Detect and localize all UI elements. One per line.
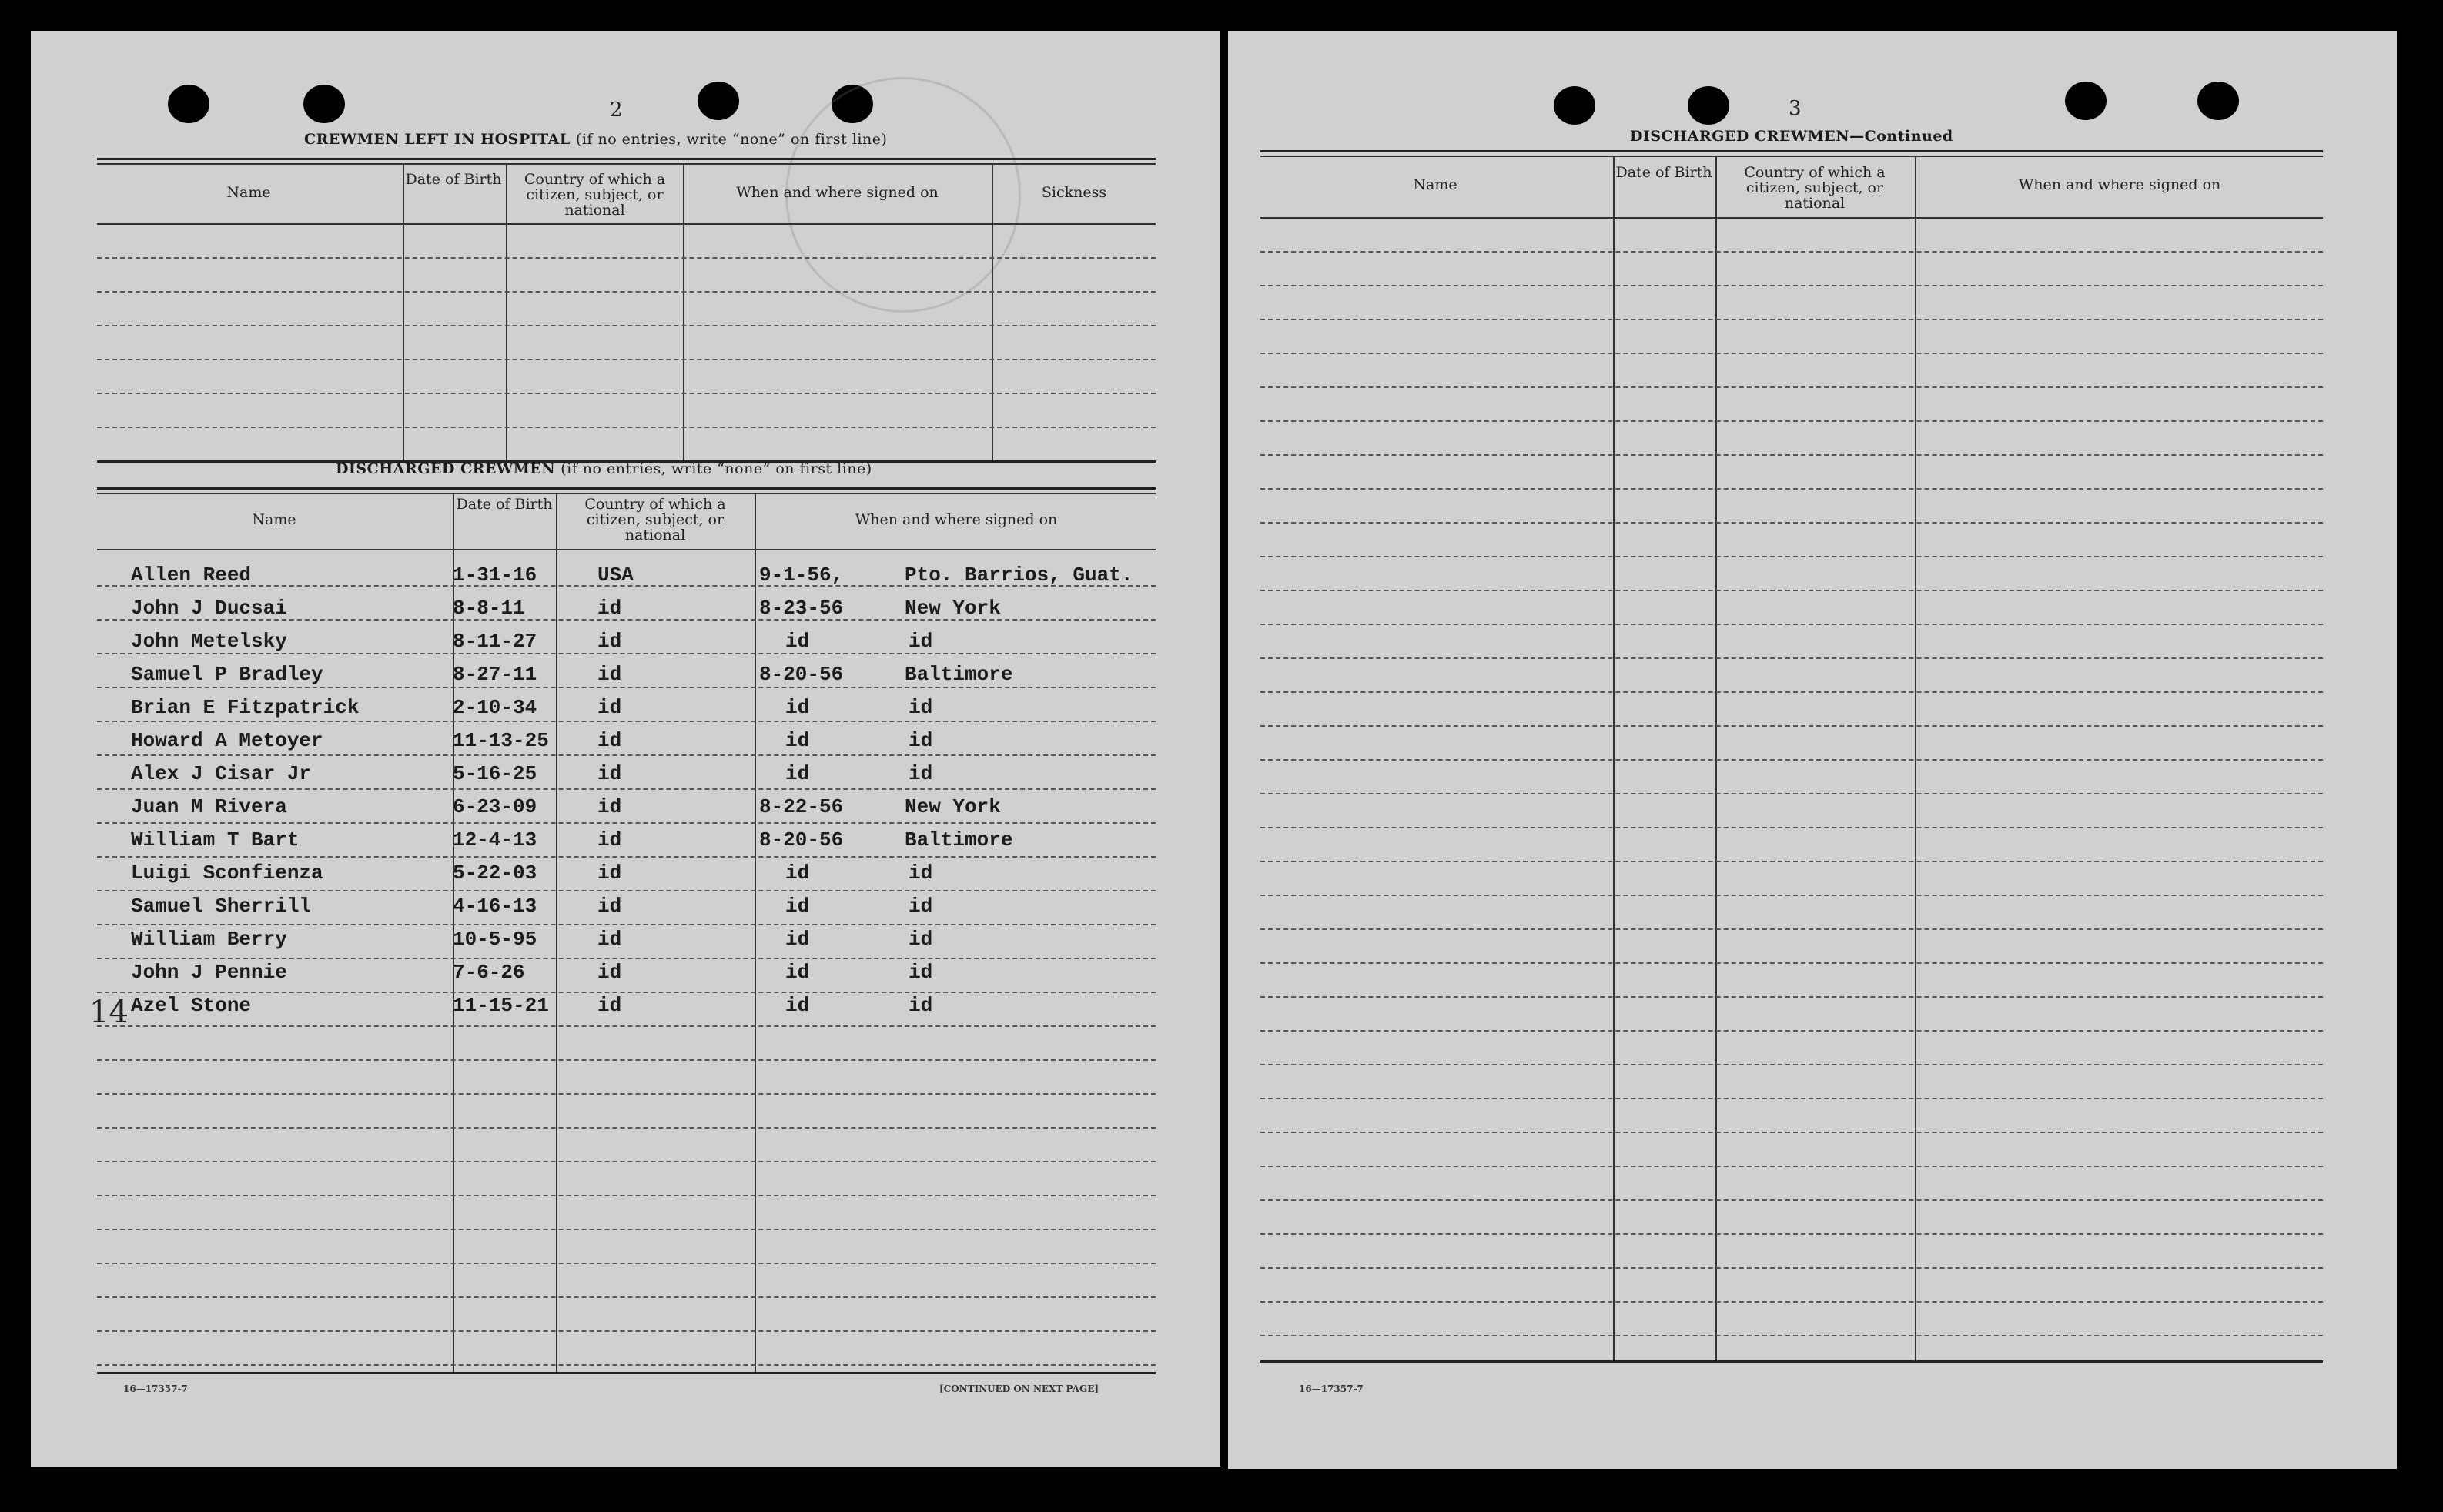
handwritten-tally: 14 bbox=[89, 995, 129, 1030]
hospital-title-note: (if no entries, write “none” on first line) bbox=[575, 131, 888, 148]
discharged-col-header-dob: Date of Birth bbox=[456, 496, 553, 513]
row-line bbox=[1260, 1064, 2323, 1065]
row-line bbox=[1260, 962, 2323, 964]
discharged-col-header-country: Country of which a citizen, subject, or national bbox=[584, 496, 726, 544]
column-divider bbox=[992, 165, 993, 460]
col-header-name: Name bbox=[226, 184, 271, 201]
crewman-name: Samuel Sherrill bbox=[131, 895, 312, 918]
crewman-dob: 7-6-26 bbox=[453, 961, 525, 984]
row-line bbox=[1260, 522, 2323, 524]
column-divider bbox=[403, 165, 404, 460]
hospital-title-text: CREWMEN LEFT IN HOSPITAL bbox=[304, 131, 571, 148]
row-line bbox=[1260, 657, 2323, 659]
discharged-title-note: (if no entries, write “none” on first line) bbox=[561, 460, 872, 477]
row-line bbox=[97, 1263, 1156, 1264]
crewman-name: John J Ducsai bbox=[131, 597, 287, 620]
punch-hole bbox=[1554, 86, 1595, 125]
row-line bbox=[1260, 420, 2323, 422]
discharged-col-header-signed-on: When and where signed on bbox=[855, 511, 1058, 528]
crewman-signed-date: 8-20-56 bbox=[759, 663, 844, 686]
row-line bbox=[1260, 759, 2323, 761]
form-number: 16—17357-7 bbox=[123, 1383, 188, 1394]
row-line bbox=[97, 325, 1156, 326]
crewman-signed-date: id bbox=[785, 861, 810, 885]
row-line bbox=[97, 393, 1156, 394]
row-line bbox=[1260, 928, 2323, 930]
crewman-name: Luigi Sconfienza bbox=[131, 861, 323, 885]
crewman-dob: 2-10-34 bbox=[453, 696, 537, 719]
right-col-header-name: Name bbox=[1413, 176, 1457, 193]
row-line bbox=[1260, 556, 2323, 557]
discharged-section-title bbox=[336, 460, 872, 477]
row-line bbox=[97, 721, 1156, 722]
punch-hole bbox=[1688, 86, 1729, 125]
discharged-header-rule bbox=[97, 549, 1156, 550]
punch-hole bbox=[698, 82, 739, 120]
row-line bbox=[97, 890, 1156, 891]
row-line bbox=[97, 359, 1156, 360]
crewman-name: Juan M Rivera bbox=[131, 795, 287, 818]
row-line bbox=[97, 788, 1156, 790]
right-col-header-dob: Date of Birth bbox=[1615, 164, 1712, 181]
crewman-name: William Berry bbox=[131, 928, 287, 951]
row-line bbox=[97, 822, 1156, 824]
row-line bbox=[97, 924, 1156, 925]
crewman-signed-place: id bbox=[909, 961, 933, 984]
page-number: 3 bbox=[1789, 97, 1802, 120]
row-line bbox=[1260, 861, 2323, 862]
crewman-dob: 6-23-09 bbox=[453, 795, 537, 818]
right-page bbox=[1228, 31, 2397, 1469]
crewman-dob: 8-27-11 bbox=[453, 663, 537, 686]
row-line bbox=[1260, 488, 2323, 490]
hospital-section-title bbox=[304, 131, 887, 148]
crewman-signed-date: 8-23-56 bbox=[759, 597, 844, 620]
crewman-name: Alex J Cisar Jr bbox=[131, 762, 312, 785]
row-line bbox=[1260, 827, 2323, 828]
crewman-signed-date: id bbox=[785, 630, 810, 653]
crewman-signed-date: id bbox=[785, 762, 810, 785]
crewman-country: id bbox=[597, 961, 622, 984]
crewman-country: id bbox=[597, 663, 622, 686]
row-line bbox=[1260, 319, 2323, 320]
crewman-signed-place: Baltimore bbox=[905, 663, 1013, 686]
crewman-signed-date: id bbox=[785, 994, 810, 1017]
crewman-country: id bbox=[597, 597, 622, 620]
row-line bbox=[1260, 386, 2323, 388]
right-top-rule-inner bbox=[1260, 156, 2323, 157]
row-line bbox=[97, 1296, 1156, 1298]
row-line bbox=[97, 257, 1156, 259]
row-line bbox=[1260, 454, 2323, 456]
row-line bbox=[97, 653, 1156, 654]
column-divider bbox=[506, 165, 507, 460]
column-divider bbox=[556, 494, 557, 1372]
column-divider bbox=[755, 494, 756, 1372]
crewman-country: id bbox=[597, 861, 622, 885]
column-divider bbox=[683, 165, 684, 460]
punch-hole bbox=[168, 85, 209, 123]
row-line bbox=[1260, 1132, 2323, 1133]
right-bottom-rule bbox=[1260, 1360, 2323, 1363]
crewman-signed-date: 8-22-56 bbox=[759, 795, 844, 818]
top-rule bbox=[97, 158, 1156, 160]
crewman-dob: 4-16-13 bbox=[453, 895, 537, 918]
crewman-dob: 11-15-21 bbox=[453, 994, 549, 1017]
row-line bbox=[97, 856, 1156, 858]
crewman-name: John J Pennie bbox=[131, 961, 287, 984]
row-line bbox=[97, 1195, 1156, 1196]
crewman-dob: 8-11-27 bbox=[453, 630, 537, 653]
discharged-top-rule-inner bbox=[97, 493, 1156, 494]
crewman-signed-date: 9-1-56, bbox=[759, 564, 844, 587]
row-line bbox=[1260, 725, 2323, 727]
crewman-signed-place: id bbox=[909, 696, 933, 719]
punch-hole bbox=[2197, 82, 2239, 120]
row-line bbox=[1260, 285, 2323, 286]
discharged-title-text: DISCHARGED CREWMEN bbox=[336, 460, 556, 477]
punch-hole bbox=[303, 85, 345, 123]
col-header-signed-on: When and where signed on bbox=[736, 184, 939, 201]
crewman-dob: 1-31-16 bbox=[453, 564, 537, 587]
header-rule bbox=[97, 223, 1156, 225]
crewman-signed-place: id bbox=[909, 729, 933, 752]
col-header-sickness: Sickness bbox=[1041, 184, 1107, 201]
crewman-dob: 5-22-03 bbox=[453, 861, 537, 885]
row-line bbox=[97, 1364, 1156, 1366]
crewman-signed-place: id bbox=[909, 928, 933, 951]
crewman-signed-place: Baltimore bbox=[905, 828, 1013, 851]
crewman-country: id bbox=[597, 762, 622, 785]
crewman-dob: 12-4-13 bbox=[453, 828, 537, 851]
top-rule-inner bbox=[97, 163, 1156, 165]
discharged-top-rule bbox=[97, 487, 1156, 490]
crewman-country: id bbox=[597, 696, 622, 719]
row-line bbox=[97, 958, 1156, 959]
row-line bbox=[1260, 793, 2323, 794]
left-page bbox=[31, 31, 1220, 1467]
row-line bbox=[1260, 895, 2323, 896]
right-section-title: DISCHARGED CREWMEN—Continued bbox=[1630, 128, 1953, 145]
row-line bbox=[97, 291, 1156, 293]
col-header-dob: Date of Birth bbox=[405, 171, 502, 188]
discharged-col-header-name: Name bbox=[252, 511, 296, 528]
crewman-dob: 5-16-25 bbox=[453, 762, 537, 785]
row-line bbox=[1260, 590, 2323, 591]
row-line bbox=[1260, 1166, 2323, 1167]
crewman-signed-date: id bbox=[785, 729, 810, 752]
crewman-signed-date: id bbox=[785, 928, 810, 951]
crewman-signed-place: id bbox=[909, 861, 933, 885]
crewman-country: id bbox=[597, 928, 622, 951]
row-line bbox=[1260, 353, 2323, 354]
row-line bbox=[1260, 251, 2323, 253]
row-line bbox=[97, 687, 1156, 688]
crewman-signed-place: id bbox=[909, 762, 933, 785]
crewman-signed-date: id bbox=[785, 696, 810, 719]
crewman-country: id bbox=[597, 895, 622, 918]
crewman-signed-date: 8-20-56 bbox=[759, 828, 844, 851]
crewman-country: id bbox=[597, 729, 622, 752]
right-col-header-country: Country of which a citizen, subject, or national bbox=[1744, 164, 1886, 212]
crewman-name: Allen Reed bbox=[131, 564, 252, 587]
crewman-signed-date: id bbox=[785, 895, 810, 918]
row-line bbox=[97, 1127, 1156, 1129]
crewman-name: Azel Stone bbox=[131, 994, 252, 1017]
row-line bbox=[1260, 624, 2323, 625]
row-line bbox=[97, 992, 1156, 993]
row-line bbox=[1260, 1199, 2323, 1201]
row-line bbox=[97, 1330, 1156, 1332]
row-line bbox=[1260, 691, 2323, 693]
crewman-signed-date: id bbox=[785, 961, 810, 984]
row-line bbox=[97, 1025, 1156, 1027]
row-line bbox=[97, 754, 1156, 756]
right-top-rule bbox=[1260, 150, 2323, 152]
row-line bbox=[1260, 1233, 2323, 1235]
crewman-dob: 8-8-11 bbox=[453, 597, 525, 620]
crewman-signed-place: id bbox=[909, 994, 933, 1017]
crewman-dob: 10-5-95 bbox=[453, 928, 537, 951]
form-number: 16—17357-7 bbox=[1299, 1383, 1364, 1394]
crewman-name: William T Bart bbox=[131, 828, 300, 851]
row-line bbox=[1260, 1098, 2323, 1099]
crewman-country: id bbox=[597, 828, 622, 851]
row-line bbox=[97, 1161, 1156, 1162]
crewman-signed-place: id bbox=[909, 895, 933, 918]
row-line bbox=[97, 427, 1156, 428]
crewman-dob: 11-13-25 bbox=[453, 729, 549, 752]
right-header-rule bbox=[1260, 217, 2323, 219]
discharged-bottom-rule bbox=[97, 1372, 1156, 1374]
crewman-signed-place: id bbox=[909, 630, 933, 653]
row-line bbox=[1260, 996, 2323, 998]
crewman-country: id bbox=[597, 630, 622, 653]
crewman-signed-place: New York bbox=[905, 795, 1001, 818]
row-line bbox=[1260, 1301, 2323, 1303]
row-line bbox=[97, 1093, 1156, 1095]
col-header-country: Country of which a citizen, subject, or national bbox=[524, 171, 666, 219]
row-line bbox=[97, 1229, 1156, 1230]
row-line bbox=[1260, 1267, 2323, 1269]
page-number: 2 bbox=[610, 99, 623, 122]
crewman-name: Howard A Metoyer bbox=[131, 729, 323, 752]
crewman-country: id bbox=[597, 994, 622, 1017]
crewman-name: Samuel P Bradley bbox=[131, 663, 323, 686]
crewman-signed-place: New York bbox=[905, 597, 1001, 620]
row-line bbox=[1260, 1030, 2323, 1032]
crewman-signed-place: Pto. Barrios, Guat. bbox=[905, 564, 1133, 587]
punch-hole bbox=[2065, 82, 2107, 120]
crewman-name: Brian E Fitzpatrick bbox=[131, 696, 360, 719]
row-line bbox=[1260, 1335, 2323, 1336]
right-col-header-signed-on: When and where signed on bbox=[2018, 176, 2221, 193]
row-line bbox=[97, 1059, 1156, 1061]
crewman-country: id bbox=[597, 795, 622, 818]
crewman-name: John Metelsky bbox=[131, 630, 287, 653]
continued-note: [CONTINUED ON NEXT PAGE] bbox=[939, 1383, 1099, 1394]
crewman-country: USA bbox=[597, 564, 634, 587]
